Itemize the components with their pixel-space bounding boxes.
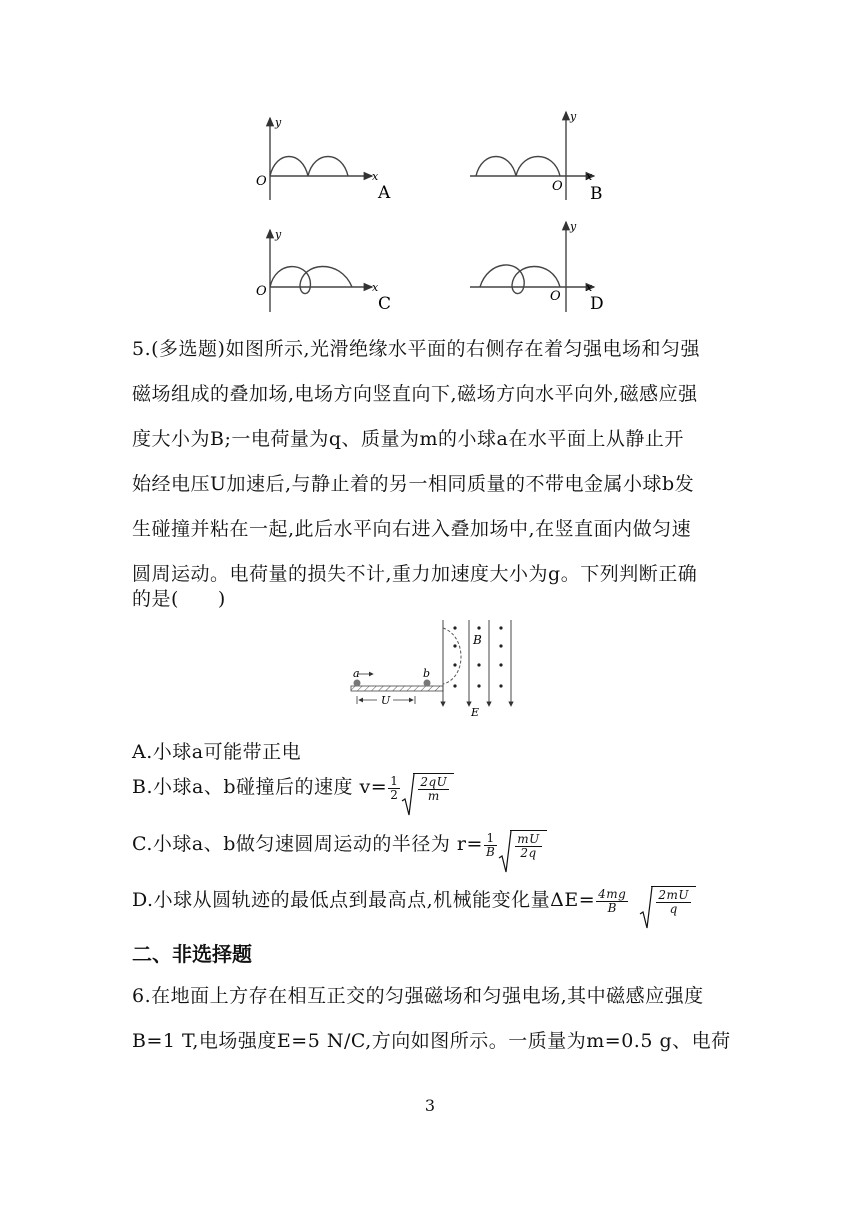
option-d xyxy=(132,885,696,916)
q5-line-4: 始经电压U加速后,与静止着的另一相同质量的不带电金属小球b发 xyxy=(132,473,695,495)
graph-a-y: y xyxy=(275,116,282,129)
graph-d-label: D xyxy=(590,294,604,314)
q5-line-2: 磁场组成的叠加场,电场方向竖直向下,磁场方向水平向外,磁感应强 xyxy=(132,383,698,405)
option-b-fraction: $\frac{1}{2}$ xyxy=(390,773,399,802)
option-d-fraction: $\frac{4mg}{B}$ xyxy=(598,886,627,915)
option-c xyxy=(132,829,547,860)
graph-d-origin: O xyxy=(550,289,561,304)
graph-c-y: y xyxy=(275,228,282,241)
option-c-sqrt: $\frac{mU}{2q}$ xyxy=(498,830,547,860)
graph-a-curve xyxy=(270,157,348,177)
graph-d xyxy=(470,222,594,312)
trajectory-options-figure xyxy=(0,0,860,320)
graph-a-x: x xyxy=(372,170,379,183)
ball-a-label: a xyxy=(353,667,360,680)
graph-c-label: C xyxy=(378,294,392,314)
graph-b xyxy=(470,112,594,200)
graph-b-x: x xyxy=(586,170,593,183)
graph-a-label: A xyxy=(378,183,391,203)
q5-line-6: 圆周运动。电荷量的损失不计,重力加速度大小为g。下列判断正确 xyxy=(132,563,698,585)
ball-b-label: b xyxy=(423,667,431,680)
graph-b-curve xyxy=(476,157,560,177)
option-d-sqrt: $\frac{2mU}{q}$ xyxy=(639,886,696,916)
graph-c xyxy=(270,230,372,312)
option-c-fraction: $\frac{1}{B}$ xyxy=(485,830,496,859)
graph-d-x: x xyxy=(586,281,593,294)
q5-line-3: 度大小为B;一电荷量为q、质量为m的小球a在水平面上从静止开 xyxy=(132,428,684,450)
ball-a xyxy=(354,680,361,687)
option-c-text: C.小球a、b做匀速圆周运动的半径为 r= xyxy=(132,833,483,855)
graph-c-origin: O xyxy=(256,284,267,299)
graph-b-label: B xyxy=(590,184,603,204)
option-b xyxy=(132,772,454,803)
graph-d-curve xyxy=(480,265,560,294)
graph-b-origin: O xyxy=(552,179,563,194)
field-e-label: E xyxy=(471,706,480,718)
q5-line-5: 生碰撞并粘在一起,此后水平向右进入叠加场中,在竖直面内做匀速 xyxy=(132,518,692,540)
page-number: 3 xyxy=(424,1096,436,1115)
graph-a xyxy=(270,118,372,200)
q6-line-2: B=1 T,电场强度E=5 N/C,方向如图所示。一质量为m=0.5 g、电荷 xyxy=(132,1030,731,1052)
field-b-label: B xyxy=(473,633,482,647)
graph-b-y: y xyxy=(570,110,577,123)
graph-a-origin: O xyxy=(256,174,267,189)
circular-path xyxy=(443,628,461,684)
voltage-label: U xyxy=(381,694,391,707)
q5-line-7: 的是( ) xyxy=(132,588,226,610)
option-a: A.小球a可能带正电 xyxy=(132,741,302,763)
option-d-text: D.小球从圆轨迹的最低点到最高点,机械能变化量ΔE= xyxy=(132,889,596,911)
section-heading: 二、非选择题 xyxy=(132,942,252,966)
q6-line-1: 6.在地面上方存在相互正交的匀强磁场和匀强电场,其中磁感应强度 xyxy=(132,985,704,1007)
graph-c-x: x xyxy=(372,281,379,294)
option-b-sqrt: $\frac{2qU}{m}$ xyxy=(401,773,454,803)
option-b-text: B.小球a、b碰撞后的速度 v= xyxy=(132,776,388,798)
ball-b xyxy=(424,680,431,687)
q5-line-1: 5.(多选题)如图所示,光滑绝缘水平面的右侧存在着匀强电场和匀强 xyxy=(132,338,700,360)
graph-c-curve xyxy=(270,266,352,293)
q5-field-figure xyxy=(345,618,545,718)
graph-d-y: y xyxy=(570,220,577,233)
